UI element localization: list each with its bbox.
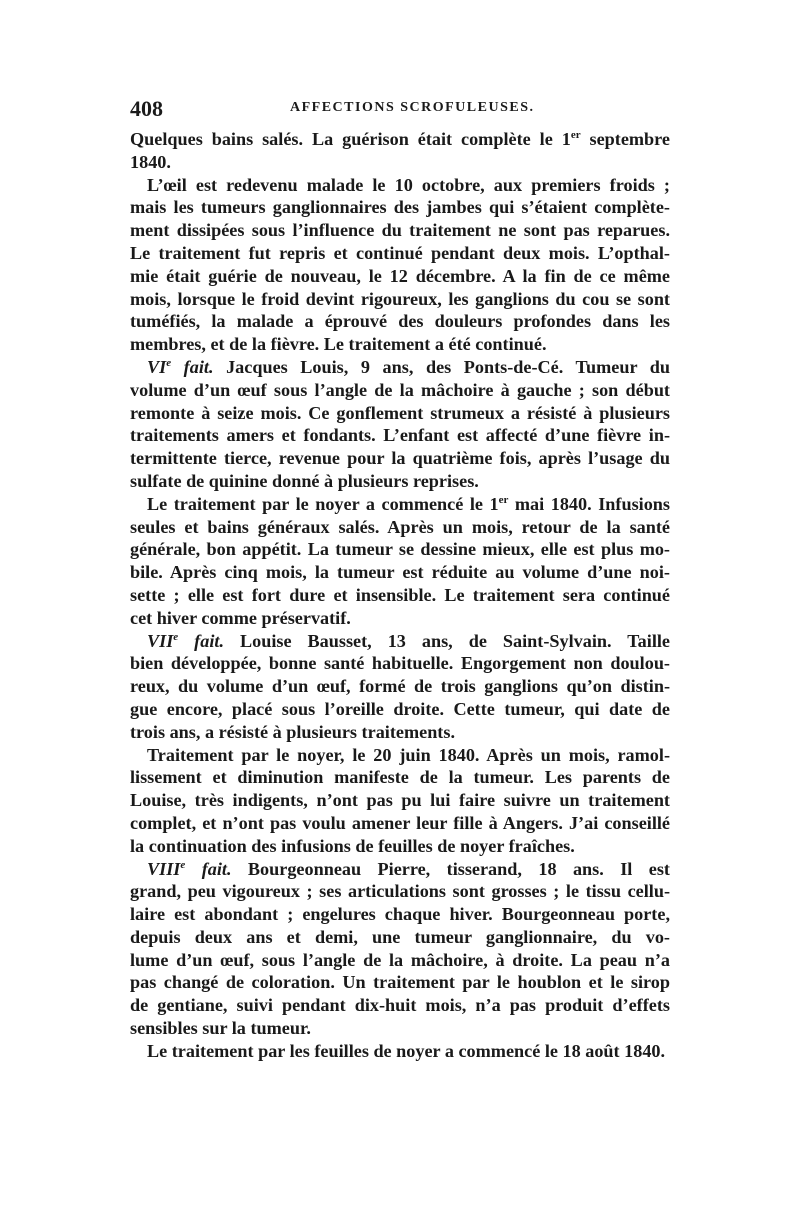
text-line: Traitement par le noyer, le 20 juin 1840. Après un mois, ramol-: [147, 744, 670, 765]
text-line: gue encore, placé sous l’oreille droite. Cette tumeur, qui date de: [130, 698, 670, 719]
text-line: lume d’un œuf, sous l’angle de la mâchoire, à droite. La peau n’a: [130, 949, 670, 970]
case-heading: VIIIe fait.: [147, 858, 232, 879]
text-line: mais les tumeurs ganglionnaires des jambes qui s’étaient complète-: [130, 197, 670, 218]
text-line: la continuation des infusions de feuilles de noyer fraîches.: [130, 835, 575, 856]
text-line: bien développée, bonne santé habituelle. Engorgement non doulou-: [130, 653, 670, 674]
text-line: mie était guérie de nouveau, le 12 décembre. A la fin de ce même: [130, 265, 670, 286]
text-line: générale, bon appétit. La tumeur se dessine mieux, elle est plus mo-: [130, 539, 670, 560]
text-line: L’œil est redevenu malade le 10 octobre, aux premiers froids ;: [147, 174, 670, 195]
body-text: [130, 128, 670, 1063]
text-line: de gentiane, suivi pendant dix-huit mois, n’a pas produit d’effets: [130, 995, 670, 1016]
page-number: 408: [130, 96, 163, 121]
text-line: Quelques bains salés. La guérison était complète le 1er septembre: [130, 128, 670, 149]
text-line: mois, lorsque le froid devint rigoureux, les ganglions du cou se sont: [130, 288, 670, 309]
text-line: 1840.: [130, 151, 171, 172]
text-line: Le traitement par les feuilles de noyer a commencé le 18 août 1840.: [147, 1040, 666, 1061]
text-line: tuméfiés, la malade a éprouvé des douleurs profondes dans les: [130, 311, 670, 332]
case-heading: VIIe fait.: [147, 630, 224, 651]
text-line: cet hiver comme préservatif.: [130, 607, 351, 628]
text-line: volume d’un œuf sous l’angle de la mâchoire à gauche ; son début: [130, 379, 670, 400]
text-line: laire est abondant ; engelures chaque hiver. Bourgeonneau porte,: [130, 904, 670, 925]
text-line: trois ans, a résisté à plusieurs traitements.: [130, 721, 455, 742]
text-line: lissement et diminution manifeste de la tumeur. Les parents de: [130, 767, 670, 788]
text-line: VIIIe fait. Bourgeonneau Pierre, tisserand, 18 ans. Il est: [147, 858, 670, 879]
text-line: ment dissipées sous l’influence du traitement ne sont pas reparues.: [130, 220, 670, 241]
text-line: complet, et n’ont pas voulu amener leur fille à Angers. J’ai conseillé: [130, 812, 670, 833]
page-header: [130, 96, 670, 126]
text-line: reux, du volume d’un œuf, formé de trois ganglions qu’on distin-: [130, 676, 670, 697]
text-line: pas changé de coloration. Un traitement par le houblon et le sirop: [130, 972, 670, 993]
text-line: Le traitement fut repris et continué pendant deux mois. L’opthal-: [130, 242, 670, 263]
text-line: VIe fait. Jacques Louis, 9 ans, des Ponts-de-Cé. Tumeur du: [147, 356, 670, 377]
text-line: VIIe fait. Louise Bausset, 13 ans, de Saint-Sylvain. Taille: [147, 630, 670, 651]
text-line: sensibles sur la tumeur.: [130, 1018, 311, 1039]
text-line: traitements amers et fondants. L’enfant est affecté d’une fièvre in-: [130, 425, 670, 446]
text-line: sette ; elle est fort dure et insensible. Le traitement sera continué: [130, 584, 670, 605]
text-line: membres, et de la fièvre. Le traitement a été continué.: [130, 334, 547, 355]
text-line: seules et bains généraux salés. Après un mois, retour de la santé: [130, 516, 670, 537]
text-line: termittente tierce, revenue pour la quatrième fois, après l’usage du: [130, 448, 670, 469]
text-line: sulfate de quinine donné à plusieurs reprises.: [130, 470, 479, 491]
text-line: remonte à seize mois. Ce gonflement strumeux a résisté à plusieurs: [130, 402, 670, 423]
text-line: Le traitement par le noyer a commencé le 1er mai 1840. Infusions: [147, 493, 670, 514]
text-line: Louise, très indigents, n’ont pas pu lui faire suivre un traitement: [130, 790, 670, 811]
text-line: bile. Après cinq mois, la tumeur est réduite au volume d’une noi-: [130, 562, 670, 583]
running-head: AFFECTIONS SCROFULEUSES.: [290, 100, 535, 115]
text-line: depuis deux ans et demi, une tumeur ganglionnaire, du vo-: [130, 926, 670, 947]
text-line: grand, peu vigoureux ; ses articulations sont grosses ; le tissu cellu-: [130, 881, 670, 902]
case-heading: VIe fait.: [147, 356, 214, 377]
